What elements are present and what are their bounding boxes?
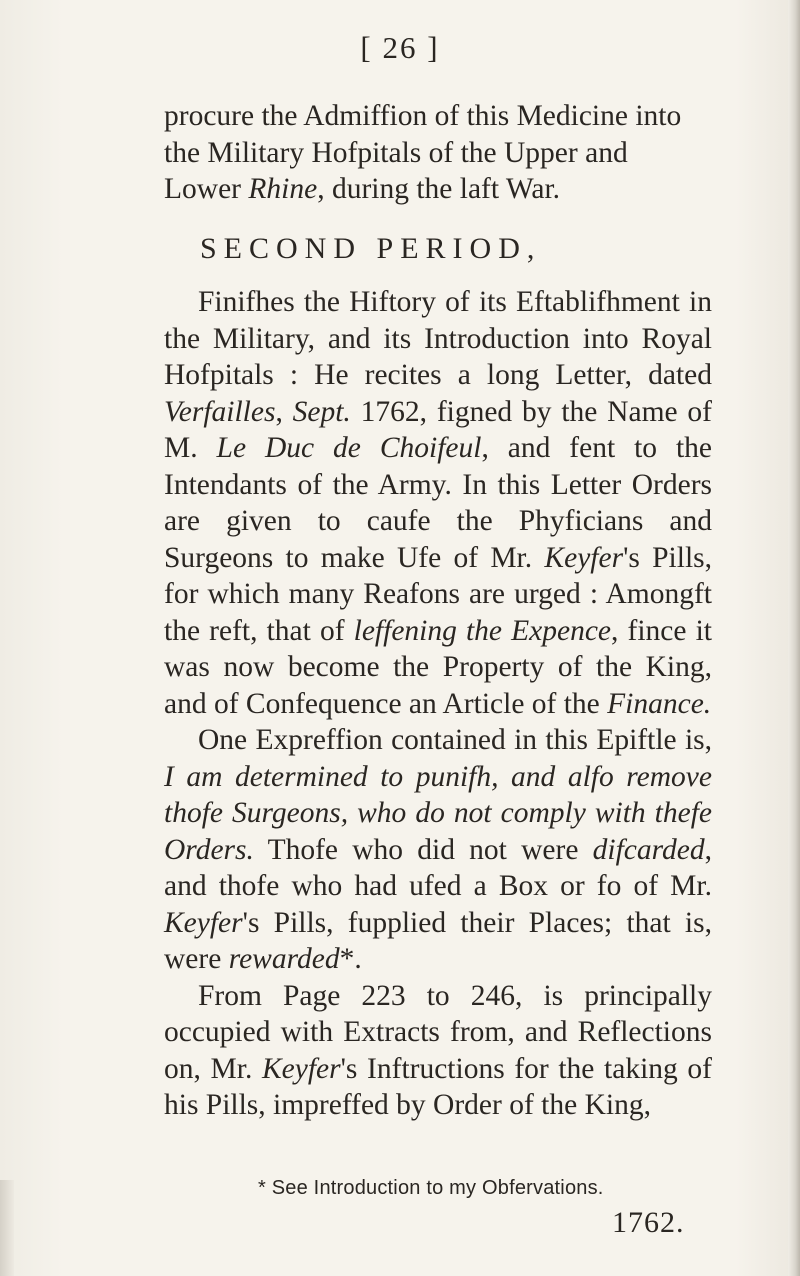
catchword: 1762. <box>612 1206 685 1239</box>
para1-text-2: , <box>275 395 293 428</box>
para1-italic-finance: Finance. <box>607 687 712 720</box>
para1-text-6: , fince it was now become the Property of the King, and of Confequence an Article of the <box>164 614 712 720</box>
para2-italic-quote: I am determined to punifh, and alfo remove thofe Surgeons, who do not comply with thefe Orders. <box>164 760 712 866</box>
continuation-text <box>164 98 712 208</box>
para1-italic-choiseul: Le Duc de Choifeul <box>216 432 482 464</box>
para1-text-3: 1762, figned by the Name of M. <box>164 395 713 464</box>
paragraph-2 <box>164 722 712 978</box>
para2-text-2: Thofe who did not were <box>253 833 593 866</box>
para1-text-4: , and fent to the Intendants of the Army. In this Letter Orders are given to caufe the Phyficians and Surgeons to make Ufe of Mr. <box>164 432 712 574</box>
continuation-line-3-start: Lower <box>164 173 249 205</box>
para3-italic-keyser: Keyfer <box>261 1052 341 1085</box>
continuation-line-3-end: , during the laft War. <box>317 173 561 205</box>
page-edge-shadow-left <box>0 1180 14 1276</box>
para2-italic-keyser: Keyfer <box>164 906 243 939</box>
paragraph-1 <box>164 284 712 722</box>
para3-text-1: From Page 223 to 246, is principally occupied with Extracts from, and Reflections on, Mr. <box>164 979 712 1085</box>
para1-italic-sept: Sept. <box>292 395 351 428</box>
para2-italic-rewarded: rewarded <box>228 943 340 975</box>
page-edge-shadow <box>788 0 800 1276</box>
footnote: * See Introduction to my Obfervations. <box>258 1177 604 1199</box>
para1-italic-keyser: Keyfer <box>544 541 624 574</box>
para2-text-3: , and thofe who had ufed a Box or fo of Mr. <box>164 833 712 902</box>
para2-text-1: One Expreffion contained in this Epiftle is, <box>198 724 712 756</box>
place-name-rhine: Rhine <box>248 173 318 205</box>
para1-italic-expence: leffening the Expence <box>353 614 612 647</box>
main-text <box>164 284 712 1124</box>
para1-text-5: 's Pills, for which many Reafons are urged : Amongft the reft, that of <box>164 541 712 647</box>
para2-italic-discarded: difcarded <box>592 833 705 866</box>
para3-text-2: 's Inftructions for the taking of his Pills, impreffed by Order of the King, <box>164 1052 712 1121</box>
para1-italic-versailles: Verfailles <box>164 395 276 428</box>
para1-text-1: Finifhes the Hiftory of its Eftablifhment in the Military, and its Introduction into Royal Hofpitals : He recites a long Letter, dated <box>164 286 712 391</box>
continuation-line-1: procure the Admiffion of this Medicine into <box>164 100 682 132</box>
footnote-marker: *. <box>339 943 362 975</box>
continuation-line-2: the Military Hofpitals of the Upper and <box>164 136 628 169</box>
para2-text-4: 's Pills, fupplied their Places; that is, were <box>164 906 712 975</box>
paragraph-3 <box>164 978 712 1124</box>
page-number: [ 26 ] <box>360 30 440 65</box>
section-heading: SECOND PERIOD, <box>200 232 542 265</box>
